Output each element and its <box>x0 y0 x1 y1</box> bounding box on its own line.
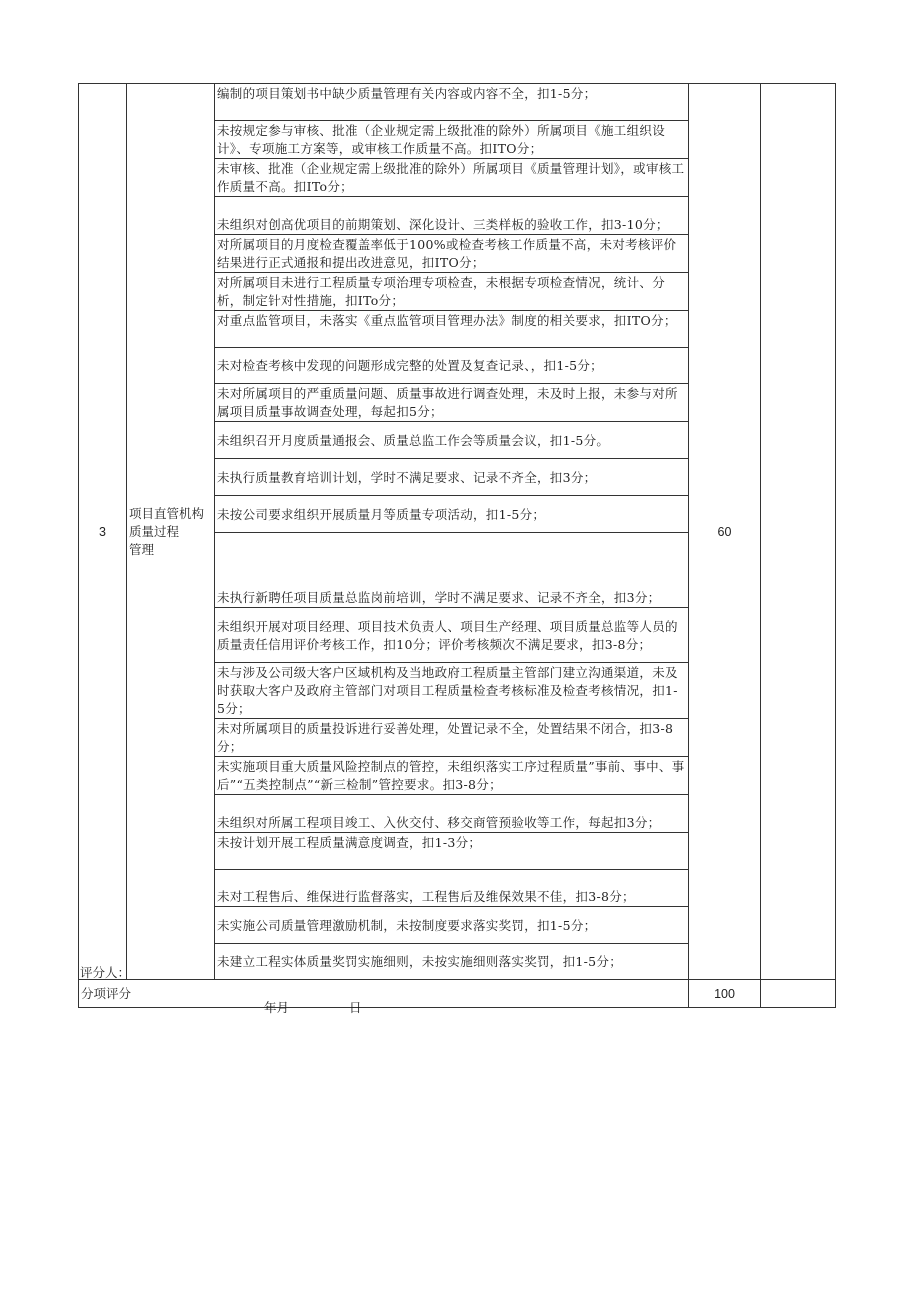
criterion-cell: 未组织对创高优项目的前期策划、深化设计、三类样板的验收工作，扣3-10分； <box>215 197 689 235</box>
total-actual-cell <box>761 980 836 1008</box>
date-line <box>264 998 362 1016</box>
criterion-cell: 编制的项目策划书中缺少质量管理有关内容或内容不全，扣1-5分； <box>215 84 689 121</box>
item-name-line: 质量过程 <box>129 523 180 539</box>
criterion-cell: 未组织对所属工程项目竣工、入伙交付、移交商管预验收等工作，每起扣3分； <box>215 795 689 833</box>
item-name-line: 项目直管机构 <box>129 505 205 521</box>
score-table <box>78 83 836 1008</box>
criterion-cell: 未组织召开月度质量通报会、质量总监工作会等质量会议，扣1-5分。 <box>215 422 689 459</box>
criterion-cell: 未执行新聘任项目质量总监岗前培训，学时不满足要求、记录不齐全，扣3分； <box>215 533 689 608</box>
criterion-cell: 未建立工程实体质量奖罚实施细则，未按实施细则落实奖罚，扣1-5分； <box>215 944 689 980</box>
scorer-label: 评分人： <box>80 965 131 980</box>
item-name-line: 管理 <box>129 541 155 557</box>
year-month-label: 年月 <box>264 1000 290 1015</box>
item-name <box>127 84 215 980</box>
criterion-cell: 未审核、批准（企业规定需上级批准的除外）所属项目《质量管理计划》，或审核工作质量不高。扣ITo分； <box>215 159 689 197</box>
criterion-cell: 未按规定参与审核、批准（企业规定需上级批准的除外）所属项目《施工组织设计》、专项施工方案等，或审核工作质量不高。扣ITO分； <box>215 121 689 159</box>
criterion-cell: 未对所属项目的严重质量问题、质量事故进行调查处理，未及时上报，未参与对所属项目质量事故调查处理，每起扣5分； <box>215 384 689 422</box>
criterion-cell: 对所属项目未进行工程质量专项治理专项检查，未根据专项检查情况，统计、分析，制定针对性措施，扣ITo分； <box>215 273 689 311</box>
item-score: 60 <box>689 84 761 980</box>
criterion-cell: 对所属项目的月度检查覆盖率低于100%或检查考核工作质量不高，未对考核评价结果进行正式通报和提出改进意见，扣ITO分； <box>215 235 689 273</box>
criterion-cell: 未实施公司质量管理激励机制，未按制度要求落实奖罚，扣1-5分； <box>215 907 689 944</box>
criterion-cell: 未执行质量教育培训计划，学时不满足要求、记录不齐全，扣3分； <box>215 459 689 496</box>
total-label: 分项评分 <box>79 980 689 1008</box>
criterion-cell: 未实施项目重大质量风险控制点的管控，未组织落实工序过程质量”事前、事中、事后”“五类控制点”“新三检制”管控要求。扣3-8分； <box>215 757 689 795</box>
criterion-cell: 未与涉及公司级大客户区域机构及当地政府工程质量主管部门建立沟通渠道，未及时获取大客户及政府主管部门对项目工程质量检查考核标准及检查考核情况，扣1-5分； <box>215 663 689 719</box>
criterion-cell: 未按计划开展工程质量满意度调查，扣1-3分； <box>215 833 689 870</box>
criterion-cell: 未对工程售后、维保进行监督落实，工程售后及维保效果不佳，扣3-8分； <box>215 870 689 907</box>
criterion-cell: 未对所属项目的质量投诉进行妥善处理，处置记录不全，处置结果不闭合，扣3-8分； <box>215 719 689 757</box>
criterion-cell: 未组织开展对项目经理、项目技术负责人、项目生产经理、项目质量总监等人员的质量责任信用评价考核工作，扣10分；评价考核频次不满足要求，扣3-8分； <box>215 608 689 663</box>
criterion-cell: 未按公司要求组织开展质量月等质量专项活动，扣1-5分； <box>215 496 689 533</box>
total-score: 100 <box>689 980 761 1008</box>
total-row <box>79 980 836 1008</box>
item-number: 3 <box>79 84 127 980</box>
criterion-cell: 对重点监管项目，未落实《重点监管项目管理办法》制度的相关要求，扣ITO分； <box>215 311 689 348</box>
criterion-cell: 未对检查考核中发现的问题形成完整的处置及复查记录、，扣1-5分； <box>215 348 689 384</box>
day-label: 日 <box>349 1000 362 1015</box>
table-row <box>79 84 836 121</box>
actual-score-cell <box>761 84 836 980</box>
